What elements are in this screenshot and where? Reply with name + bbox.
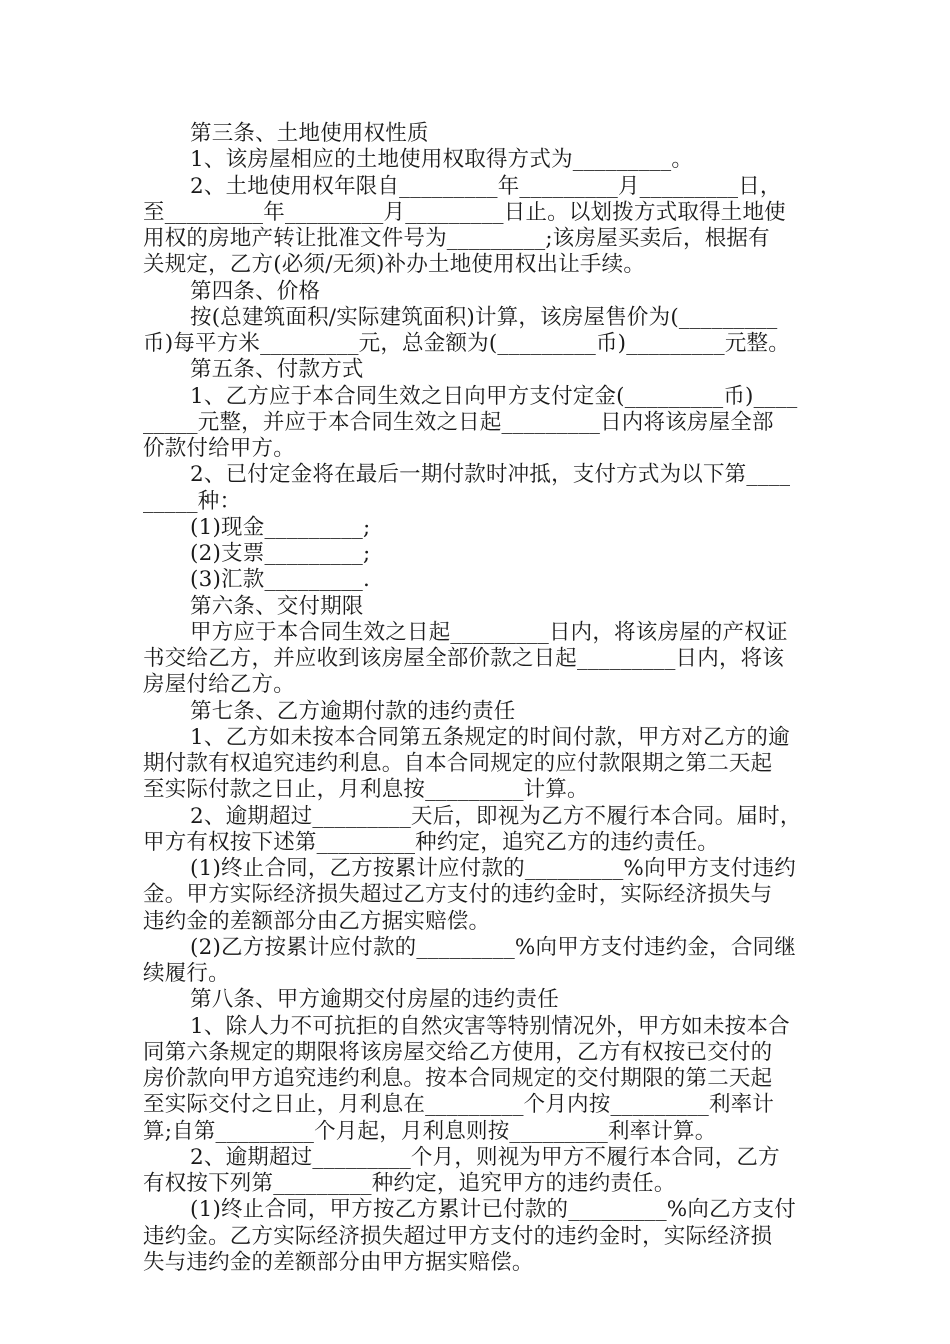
text-line: 违约金。乙方实际经济损失超过甲方支付的违约金时，实际经济损 — [143, 1223, 773, 1249]
contract-page — [143, 121, 813, 1276]
text-line: 至实际付款之日止，月利息按_________计算。 — [143, 777, 589, 803]
text-line: _____元整，并应于本合同生效之日起_________日内将该房屋全部 — [143, 409, 774, 435]
text-line: 续履行。 — [143, 961, 230, 986]
text-line: 用权的房地产转让批准文件号为_________;该房屋买卖后，根据有 — [143, 226, 770, 251]
text-line: 同第六条规定的期限将该房屋交给乙方使用，乙方有权按已交付的 — [143, 1039, 773, 1065]
text-line: 违约金的差额部分由乙方据实赔偿。 — [143, 908, 491, 934]
text-line: (1)终止合同，乙方按累计应付款的_________%向甲方支付违约 — [190, 856, 796, 881]
text-line: 至_________年_________月_________日止。以划拨方式取得土地使 — [143, 199, 786, 225]
text-line: 房屋付给乙方。 — [143, 672, 295, 698]
text-line: 1、乙方如未按本合同第五条规定的时间付款，甲方对乙方的逾 — [190, 724, 790, 750]
text-line: 1、乙方应于本合同生效之日向甲方支付定金(_________币)____ — [190, 383, 798, 409]
text-line: 书交给乙方，并应收到该房屋全部价款之日起_________日内，将该 — [143, 646, 785, 671]
text-line: 至实际交付之日止，月利息在_________个月内按_________利率计 — [143, 1092, 775, 1118]
text-line: 2、土地使用权年限自_________年_________月_________日， — [190, 173, 782, 199]
text-line: 有权按下列第_________种约定，追究甲方的违约责任。 — [143, 1171, 676, 1196]
text-line: 期付款有权追究违约利息。自本合同规定的应付款限期之第二天起 — [143, 751, 773, 776]
text-line: 币)每平方米_________元，总金额为(_________币)_________元整。 — [143, 331, 790, 356]
text-line: 第六条、交付期限 — [190, 593, 364, 619]
text-line: 2、逾期超过_________个月，则视为甲方不履行本合同，乙方 — [190, 1144, 780, 1170]
text-line: 房价款向甲方追究违约利息。按本合同规定的交付期限的第二天起 — [143, 1066, 773, 1091]
text-line: 算;自第_________个月起，月利息则按_________利率计算。 — [143, 1118, 717, 1144]
text-line: 失与违约金的差额部分由甲方据实赔偿。 — [143, 1249, 534, 1275]
text-line: (3)汇款_________. — [190, 567, 371, 593]
text-line: 金。甲方实际经济损失超过乙方支付的违约金时，实际经济损失与 — [143, 882, 773, 908]
text-line: 第四条、价格 — [190, 278, 321, 304]
text-line: 第三条、土地使用权性质 — [190, 121, 429, 146]
text-line: 价款付给甲方。 — [143, 436, 295, 461]
text-line: _____种： — [143, 488, 242, 514]
text-line: 2、逾期超过_________天后，即视为乙方不履行本合同。届时， — [190, 803, 802, 829]
text-line: 第七条、乙方逾期付款的违约责任 — [190, 698, 516, 724]
text-line: 第五条、付款方式 — [190, 357, 364, 383]
text-line: 第八条、甲方逾期交付房屋的违约责任 — [190, 987, 559, 1013]
text-line: 按(总建筑面积/实际建筑面积)计算，该房屋售价为(_________ — [190, 304, 778, 330]
text-line: 关规定，乙方(必须/无须)补办土地使用权出让手续。 — [143, 252, 646, 278]
text-line: 1、该房屋相应的土地使用权取得方式为_________。 — [190, 147, 694, 173]
text-line: (1)现金_________; — [190, 514, 371, 540]
text-line: (2)乙方按累计应付款的_________%向甲方支付违约金，合同继 — [190, 934, 796, 960]
text-line: (2)支票_________; — [190, 541, 371, 566]
text-line: 1、除人力不可抗拒的自然灾害等特别情况外，甲方如未按本合 — [190, 1013, 790, 1039]
text-line: 甲方有权按下述第_________种约定，追究乙方的违约责任。 — [143, 829, 719, 855]
text-line: (1)终止合同，甲方按乙方累计已付款的_________%向乙方支付 — [190, 1197, 796, 1223]
text-line: 甲方应于本合同生效之日起_________日内，将该房屋的产权证 — [190, 619, 788, 645]
text-line: 2、已付定金将在最后一期付款时冲抵，支付方式为以下第____ — [190, 462, 791, 488]
